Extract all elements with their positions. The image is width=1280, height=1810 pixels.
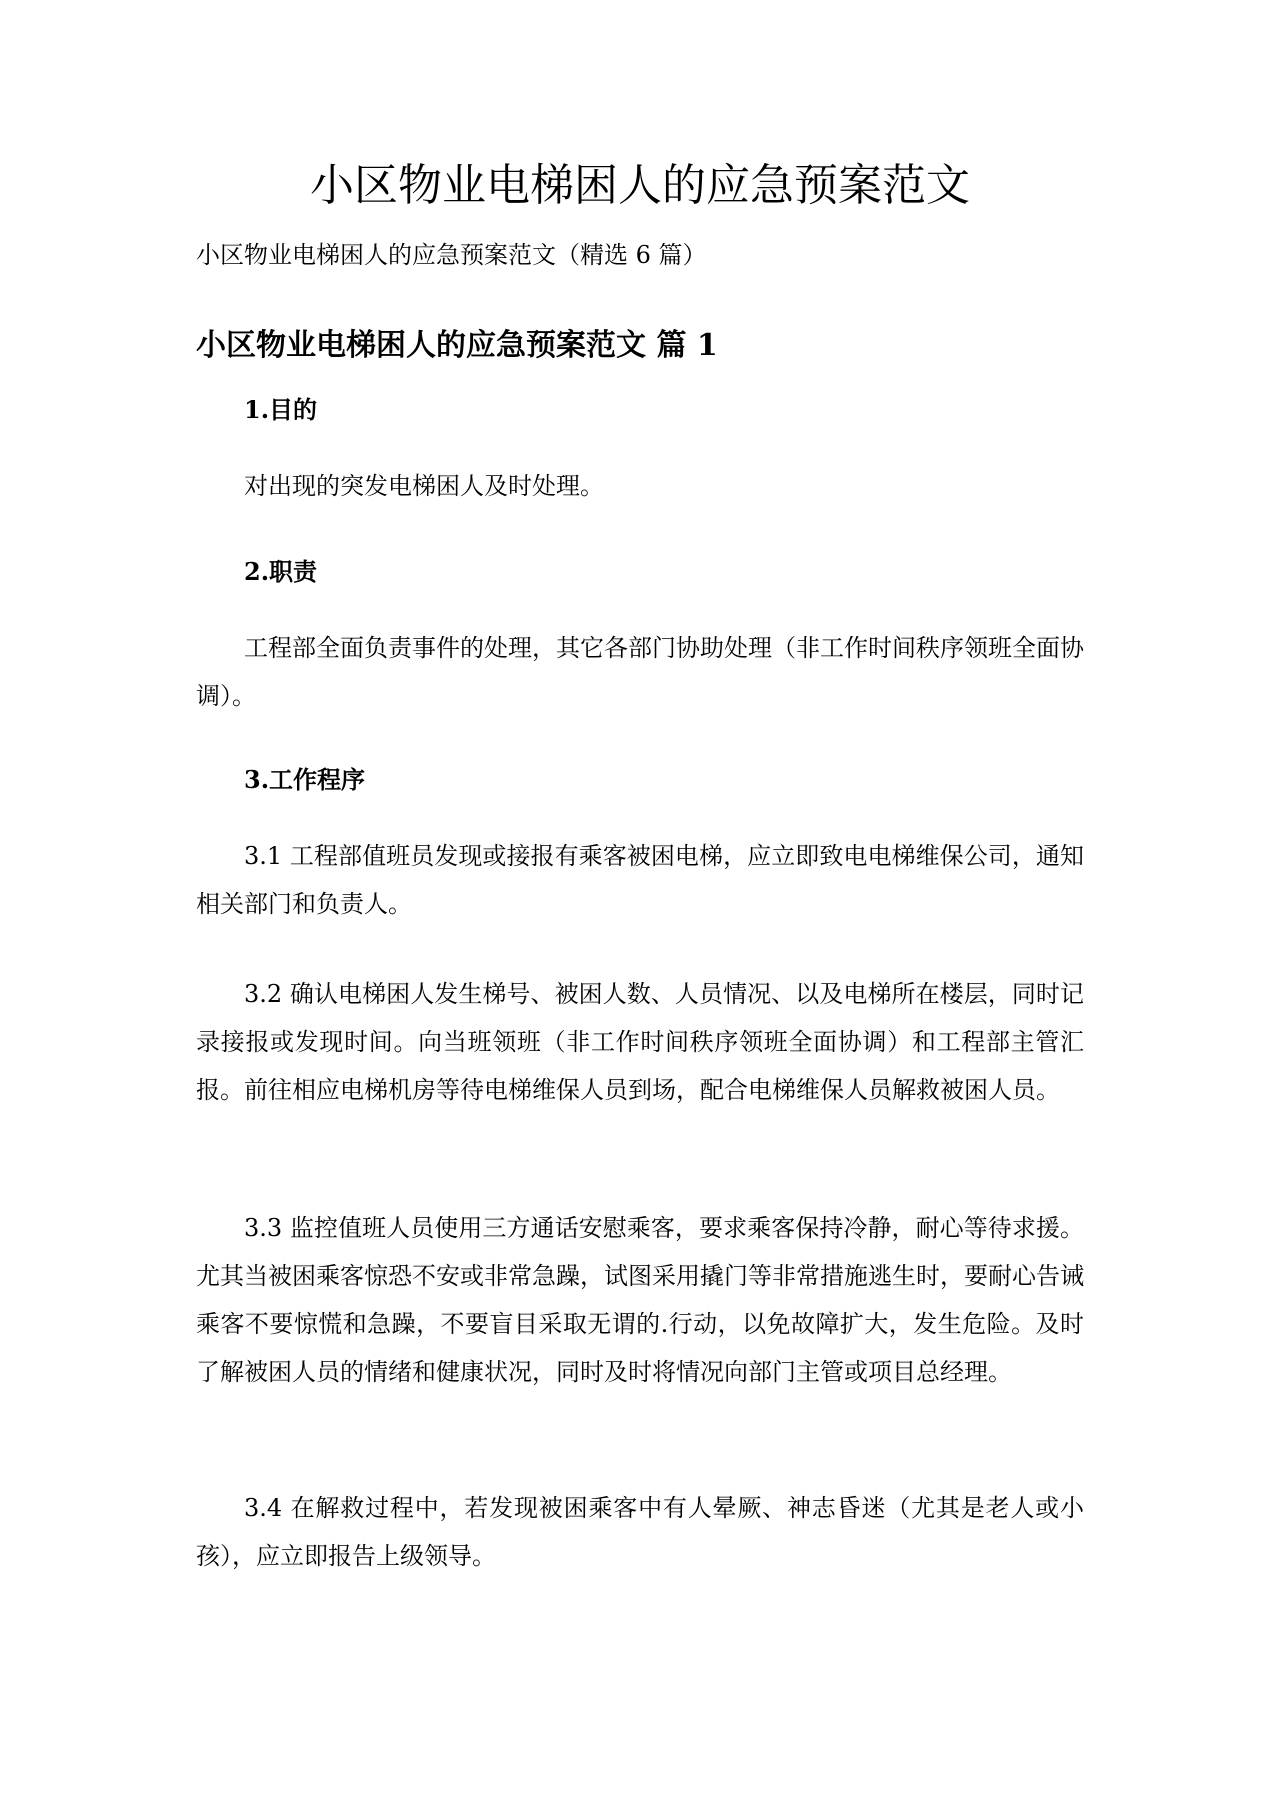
heading-responsibilities: 2.职责 [244,557,318,586]
document-page [196,0,1084,1810]
heading-purpose: 1.目的 [244,395,318,424]
section-heading: 小区物业电梯困人的应急预案范文 篇 1 [196,328,718,363]
paragraph-responsibilities: 工程部全面负责事件的处理，其它各部门协助处理（非工作时间秩序领班全面协调）。 [196,634,1084,710]
paragraph-procedure-3-3: 3.3 监控值班人员使用三方通话安慰乘客，要求乘客保持冷静，耐心等待求援。尤其当被困乘客惊恐不安或非常急躁，试图采用撬门等非常措施逃生时，要耐心告诫乘客不要惊慌和急躁，不要盲目采取无谓的.行动，以免故障扩大，发生危险。及时了解被困人员的情绪和健康状况，同时及时将情况向部门主管或项目总经理。 [196,1214,1084,1386]
document-subtitle: 小区物业电梯困人的应急预案范文（精选 6 篇） [196,241,707,269]
paragraph-procedure-3-1: 3.1 工程部值班员发现或接报有乘客被困电梯，应立即致电电梯维保公司，通知相关部门和负责人。 [196,842,1084,918]
heading-procedure: 3.工作程序 [244,765,366,794]
paragraph-procedure-3-4: 3.4 在解救过程中，若发现被困乘客中有人晕厥、神志昏迷（尤其是老人或小孩），应立即报告上级领导。 [196,1494,1084,1570]
paragraph-purpose: 对出现的突发电梯困人及时处理。 [244,472,604,500]
document-title: 小区物业电梯困人的应急预案范文 [310,160,970,211]
paragraph-procedure-3-2: 3.2 确认电梯困人发生梯号、被困人数、人员情况、以及电梯所在楼层，同时记录接报或发现时间。向当班领班（非工作时间秩序领班全面协调）和工程部主管汇报。前往相应电梯机房等待电梯维保人员到场，配合电梯维保人员解救被困人员。 [196,980,1084,1104]
